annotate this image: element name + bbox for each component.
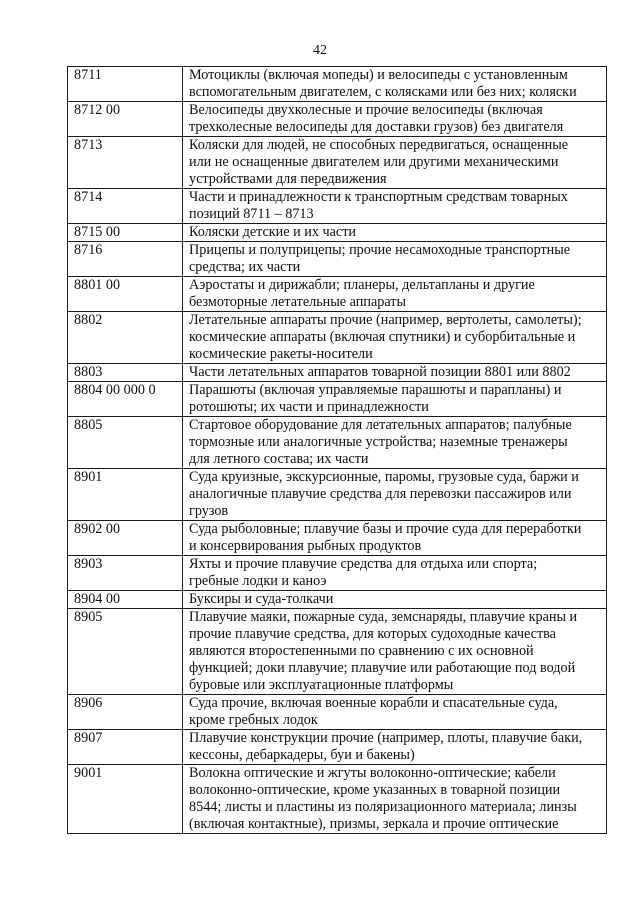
description-line: Стартовое оборудование для летательных аппаратов; палубные [189, 417, 572, 433]
commodity-description [183, 277, 607, 312]
page-number: 42 [313, 43, 327, 58]
description-line: кроме гребных лодок [189, 712, 318, 728]
description-line: функцией; доки плавучие; плавучие или работающие под водой [189, 660, 576, 676]
commodity-description [183, 102, 607, 137]
table-row [68, 364, 607, 382]
commodity-code: 8905 [68, 609, 183, 695]
description-line: Суда прочие, включая военные корабли и спасательные суда, [189, 695, 558, 711]
description-line: позиций 8711 – 8713 [189, 206, 314, 222]
description-line: Коляски для людей, не способных передвигаться, оснащенные [189, 137, 569, 153]
commodity-code: 8714 [68, 189, 183, 224]
description-line: Коляски детские и их части [189, 224, 357, 240]
description-line: кессоны, дебаркадеры, буи и бакены) [189, 747, 415, 763]
description-line: или не оснащенные двигателем или другими механическими [189, 154, 559, 170]
commodity-code: 8906 [68, 695, 183, 730]
description-line: волоконно-оптические, кроме указанных в товарной позиции [189, 782, 561, 798]
commodity-code: 8713 [68, 137, 183, 189]
description-line: Летательные аппараты прочие (например, вертолеты, самолеты); [189, 312, 582, 328]
description-line: космические ракеты-носители [189, 346, 373, 362]
commodity-description [183, 189, 607, 224]
description-line: Волокна оптические и жгуты волоконно-оптические; кабели [189, 765, 556, 781]
commodity-description [183, 765, 607, 834]
commodity-description [183, 730, 607, 765]
table-row [68, 591, 607, 609]
description-line: безмоторные летательные аппараты [189, 294, 407, 310]
description-line: Части и принадлежности к транспортным средствам товарных [189, 189, 568, 205]
description-line: грузов [189, 503, 229, 519]
commodity-description [183, 609, 607, 695]
table-row [68, 277, 607, 312]
table-row [68, 609, 607, 695]
table-row [68, 382, 607, 417]
commodity-code: 8715 00 [68, 224, 183, 242]
commodity-code: 8903 [68, 556, 183, 591]
table-row [68, 189, 607, 224]
description-line: трехколесные велосипеды для доставки грузов) без двигателя [189, 119, 564, 135]
table-row [68, 765, 607, 834]
commodity-code: 8907 [68, 730, 183, 765]
description-line: тормозные или аналогичные устройства; наземные тренажеры [189, 434, 568, 450]
commodity-description [183, 242, 607, 277]
commodity-code: 8802 [68, 312, 183, 364]
commodity-description [183, 364, 607, 382]
description-line: Мотоциклы (включая мопеды) и велосипеды с установленным [189, 67, 568, 83]
description-line: Яхты и прочие плавучие средства для отдыха или спорта; [189, 556, 538, 572]
table-row [68, 67, 607, 102]
table-row [68, 312, 607, 364]
table-row [68, 417, 607, 469]
commodity-description [183, 417, 607, 469]
commodity-description [183, 591, 607, 609]
description-line: для летного состава; их части [189, 451, 369, 467]
description-line: аналогичные плавучие средства для перевозки пассажиров или [189, 486, 572, 502]
commodity-code: 8801 00 [68, 277, 183, 312]
description-line: Суда рыболовные; плавучие базы и прочие суда для переработки [189, 521, 582, 537]
commodity-code: 8803 [68, 364, 183, 382]
commodity-description [183, 469, 607, 521]
commodity-description [183, 521, 607, 556]
commodity-code: 8902 00 [68, 521, 183, 556]
description-line: ротошюты; их части и принадлежности [189, 399, 429, 415]
commodity-description [183, 312, 607, 364]
commodity-code: 8716 [68, 242, 183, 277]
commodity-code: 8711 [68, 67, 183, 102]
table-row [68, 730, 607, 765]
commodity-description [183, 382, 607, 417]
commodity-codes-table [67, 66, 607, 834]
commodity-code: 8805 [68, 417, 183, 469]
description-line: Плавучие маяки, пожарные суда, земснаряды, плавучие краны и [189, 609, 578, 625]
description-line: средства; их части [189, 259, 301, 275]
table-row [68, 521, 607, 556]
commodity-code: 8712 00 [68, 102, 183, 137]
description-line: космические аппараты (включая спутники) и суборбитальные и [189, 329, 576, 345]
description-line: Парашюты (включая управляемые парашюты и парапланы) и [189, 382, 562, 398]
description-line: гребные лодки и каноэ [189, 573, 327, 589]
commodity-description [183, 695, 607, 730]
description-line: 8544; листы и пластины из поляризационного материала; линзы [189, 799, 577, 815]
table-row [68, 224, 607, 242]
commodity-code: 8901 [68, 469, 183, 521]
table-row [68, 469, 607, 521]
commodity-description [183, 137, 607, 189]
description-line: и консервирования рыбных продуктов [189, 538, 422, 554]
table-row [68, 695, 607, 730]
table-row [68, 242, 607, 277]
description-line: Суда круизные, экскурсионные, паромы, грузовые суда, баржи и [189, 469, 579, 485]
description-line: Буксиры и суда-толкачи [189, 591, 334, 607]
description-line: Части летательных аппаратов товарной позиции 8801 или 8802 [189, 364, 571, 380]
description-line: устройствами для передвижения [189, 171, 387, 187]
commodity-description [183, 67, 607, 102]
table-body [68, 67, 607, 834]
table-row [68, 137, 607, 189]
description-line: (включая контактные), призмы, зеркала и прочие оптические [189, 816, 559, 832]
commodity-code: 8804 00 000 0 [68, 382, 183, 417]
description-line: Плавучие конструкции прочие (например, плоты, плавучие баки, [189, 730, 583, 746]
table-row [68, 102, 607, 137]
commodity-code: 9001 [68, 765, 183, 834]
description-line: Велосипеды двухколесные и прочие велосипеды (включая [189, 102, 543, 118]
description-line: буровые или эксплуатационные платформы [189, 677, 454, 693]
description-line: прочие плавучие средства, для которых судоходные качества [189, 626, 556, 642]
table-row [68, 556, 607, 591]
commodity-description [183, 224, 607, 242]
commodity-description [183, 556, 607, 591]
description-line: являются второстепенными по сравнению с их основной [189, 643, 534, 659]
commodity-code: 8904 00 [68, 591, 183, 609]
description-line: Аэростаты и дирижабли; планеры, дельтапланы и другие [189, 277, 535, 293]
description-line: Прицепы и полуприцепы; прочие несамоходные транспортные [189, 242, 571, 258]
description-line: вспомогательным двигателем, с колясками или без них; коляски [189, 84, 577, 100]
